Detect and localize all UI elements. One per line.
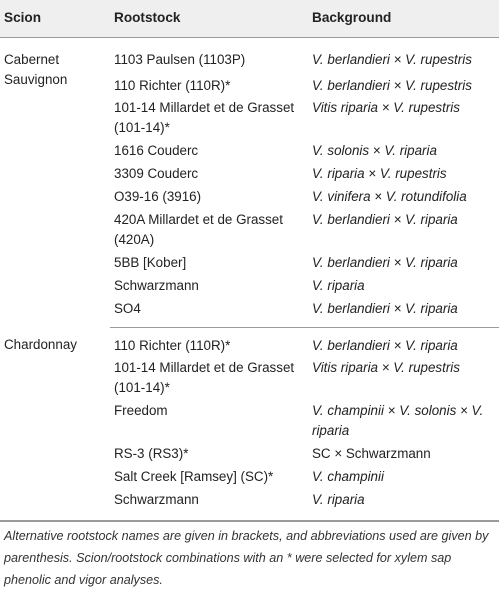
- background-cell: V. berlandieri × V. riparia: [312, 254, 458, 270]
- background-cell: V. riparia: [308, 487, 499, 521]
- table-row: [0, 327, 499, 356]
- background-cell: V. berlandieri × V. rupestris: [312, 51, 472, 67]
- background-cell: V. champinii: [312, 468, 384, 484]
- rootstock-cell: Salt Creek [Ramsey] (SC)*: [114, 468, 274, 484]
- rootstock-cell: 101-14 Millardet et de Grasset (101-14)*: [114, 359, 295, 395]
- header-background: Background: [308, 0, 499, 37]
- rootstock-cell: Schwarzmann: [114, 277, 199, 293]
- rootstock-cell: 110 Richter (110R)*: [114, 77, 231, 93]
- header-row: [0, 0, 499, 37]
- background-cell: Vitis riparia × V. rupestris: [312, 99, 460, 115]
- background-cell: V. champinii × V. solonis × V. riparia: [312, 402, 484, 438]
- background-cell: [308, 441, 499, 464]
- rootstock-cell: 1103 Paulsen (1103P): [114, 51, 246, 67]
- rootstock-cell: 3309 Couderc: [114, 165, 199, 181]
- background-cell: V. berlandieri × V. riparia: [308, 296, 499, 328]
- table-row: [0, 37, 499, 70]
- background-cell: V. riparia × V. rupestris: [312, 165, 447, 181]
- rootstock-cell: 101-14 Millardet et de Grasset (101-14)*: [114, 99, 295, 135]
- background-cell: V. vinifera × V. rotundifolia: [312, 188, 467, 204]
- background-cell: V. riparia: [312, 277, 365, 293]
- rootstock-cell: 1616 Couderc: [114, 142, 199, 158]
- header-rootstock: Rootstock: [110, 0, 308, 37]
- rootstock-cell: 5BB [Kober]: [114, 254, 187, 270]
- table-footnote: Alternative rootstock names are given in brackets, and abbreviations used are given by parenthesis. Scion/rootstock combinations with an * were selected for xylem sap phenolic and vigor analyses.: [0, 521, 499, 591]
- scion-cell: Chardonnay: [0, 327, 110, 520]
- background-cell: V. berlandieri × V. rupestris: [312, 77, 472, 93]
- table-body: [0, 37, 499, 520]
- rootstock-cell: Schwarzmann: [110, 487, 308, 521]
- header-scion: Scion: [0, 0, 110, 37]
- background-cell: V. berlandieri × V. riparia: [312, 211, 458, 227]
- rootstock-cell: O39-16 (3916): [114, 188, 202, 204]
- rootstock-cell: RS-3 (RS3)*: [114, 445, 189, 461]
- rootstock-cell: SO4: [110, 296, 308, 328]
- rootstock-cell: 110 Richter (110R)*: [114, 337, 231, 353]
- background-cell: V. solonis × V. riparia: [312, 142, 437, 158]
- rootstock-cell: 420A Millardet et de Grasset (420A): [114, 211, 283, 247]
- rootstock-cell: Freedom: [114, 402, 168, 418]
- background-cell: Vitis riparia × V. rupestris: [312, 359, 460, 375]
- scion-cell: Cabernet Sauvignon: [4, 51, 68, 87]
- background-cell: V. berlandieri × V. riparia: [312, 337, 458, 353]
- background-text: SC × Schwarzmann: [312, 445, 431, 461]
